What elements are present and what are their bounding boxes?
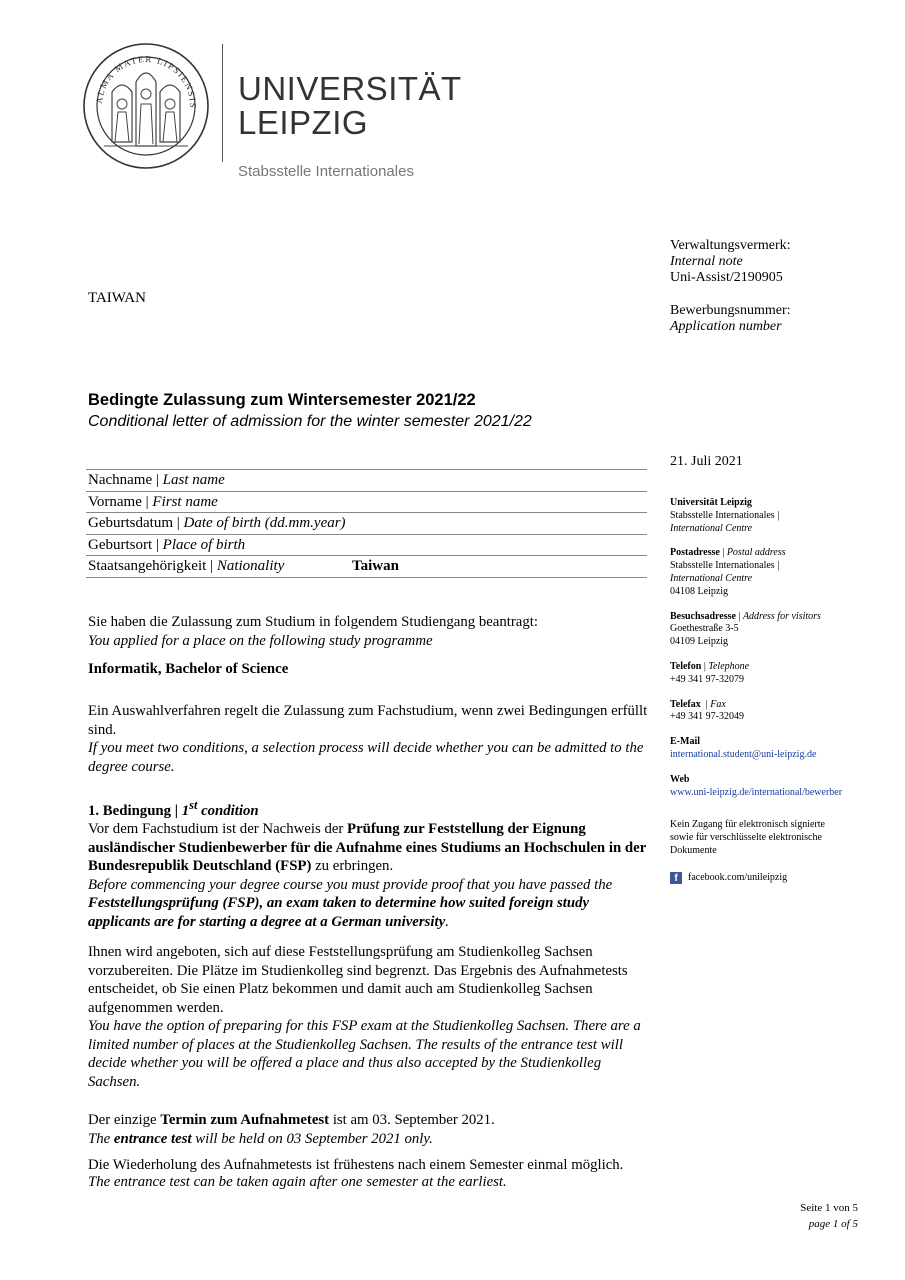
repeat-paragraph: Die Wiederholung des Aufnahmetests ist frühestens nach einem Semester einmal möglich. The entrance test can be taken again after one semester at the earliest. (88, 1157, 624, 1190)
university-wordmark (238, 72, 462, 140)
university-name-line1: UNIVERSITÄT (238, 70, 462, 107)
row-date-of-birth: Geburtsdatum | Date of birth (dd.mm.year) (88, 515, 346, 531)
letter-title-en: Conditional letter of admission for the winter semester 2021/22 (88, 413, 532, 430)
department-name: Stabsstelle Internationales (238, 163, 414, 180)
table-rule (86, 512, 647, 513)
row-last-name: Nachname | Last name (88, 472, 225, 488)
sidebar-organisation: Universität Leipzig Stabsstelle Internationales | International Centre (670, 497, 780, 534)
condition-1-heading: 1. Bedingung | 1st condition (88, 798, 259, 819)
sidebar-email: E-Mail international.student@uni-leipzig.de (670, 736, 880, 762)
recipient-country: TAIWAN (88, 290, 146, 306)
table-rule (86, 555, 647, 556)
facebook-row[interactable] (670, 872, 880, 885)
letter-title: Bedingte Zulassung zum Wintersemester 2021/22 (88, 391, 476, 409)
programme-name: Informatik, Bachelor of Science (88, 661, 289, 677)
condition-1-de: Vor dem Fachstudium ist der Nachweis der Prüfung zur Feststellung der Eignung ausländischer Studienbewerber für die Aufnahme eines Studiums an Hochschulen in der Bundesrepublik Deutschland (FSP) zu erbringen. (88, 821, 646, 875)
sidebar-notice: Kein Zugang für elektronisch signierte sowie für verschlüsselte elektronische Dokumente (670, 819, 825, 856)
sidebar-fax: Telefax | Fax +49 341 97-32049 (670, 698, 744, 723)
page-number: Seite 1 von 5 page 1 of 5 (800, 1202, 858, 1230)
condition-1-en: Before commencing your degree course you must provide proof that you have passed the Feststellungsprüfung (FSP), an exam taken to determine how suited foreign study applicants are for starting a degree at a German university. (88, 876, 613, 930)
header-divider (222, 44, 223, 162)
table-rule (86, 491, 647, 492)
sidebar-postal-address: Postadresse | Postal address Stabsstelle Internationales | International Centre 04108 Leipzig (670, 547, 786, 597)
email-link[interactable]: international.student@uni-leipzig.de (670, 748, 817, 760)
row-place-of-birth: Geburtsort | Place of birth (88, 537, 246, 553)
row-first-name: Vorname | First name (88, 494, 218, 510)
internal-note-label: Verwaltungsvermerk: (670, 238, 791, 253)
svg-text:ALMA MATER LIPSIENSIS: ALMA MATER LIPSIENSIS (93, 53, 199, 110)
university-seal-logo (82, 42, 210, 170)
application-number-label: Bewerbungsnummer: (670, 303, 791, 318)
contact-sidebar (670, 497, 880, 885)
internal-note-value: Uni-Assist/2190905 (670, 270, 783, 285)
table-rule (86, 469, 647, 470)
sidebar-telephone: Telefon | Telephone +49 341 97-32079 (670, 660, 750, 685)
nationality-value: Taiwan (352, 558, 399, 574)
facebook-link[interactable]: facebook.com/unileipzig (688, 871, 788, 883)
test-date-paragraph: Der einzige Termin zum Aufnahmetest ist am 03. September 2021. The entrance test will be held on 03 September 2021 only. (88, 1112, 495, 1147)
row-nationality: Staatsangehörigkeit | Nationality (88, 558, 285, 574)
selection-paragraph: Ein Auswahlverfahren regelt die Zulassung zum Fachstudium, wenn zwei Bedingungen erfüllt sind. If you meet two conditions, a selection process will decide whether you can be admitted to the degree course. (88, 703, 648, 775)
sidebar-web: Web www.uni-leipzig.de/international/bewerber (670, 774, 880, 800)
facebook-icon: f (670, 872, 682, 884)
condition-1-section (88, 796, 648, 931)
university-name-line2: LEIPZIG (238, 104, 369, 141)
internal-note-label-en: Internal note (670, 254, 743, 269)
application-number-block (670, 303, 791, 335)
letter-date: 21. Juli 2021 (670, 454, 743, 469)
internal-note-block (670, 238, 791, 286)
studienkolleg-paragraph: Ihnen wird angeboten, sich auf diese Feststellungsprüfung am Studienkolleg Sachsen vorzubereiten. Die Plätze im Studienkolleg sind begrenzt. Das Ergebnis des Aufnahmetests entscheidet, ob Sie einen Platz bekommen und damit auch am Studienkolleg Sachsen aufgenommen werden. You have the option of preparing for this FSP exam at the Studienkolleg Sachsen. There are a limited number of places at the Studienkolleg Sachsen. The results of the entrance test will decide whether you will be offered a place and thus also accepted by the Studienkolleg Sachsen. (88, 944, 641, 1090)
sidebar-visitor-address: Besuchsadresse | Address for visitors Goethestraße 3-5 04109 Leipzig (670, 610, 821, 648)
table-rule (86, 534, 647, 535)
web-link[interactable]: www.uni-leipzig.de/international/bewerber (670, 786, 843, 798)
applied-paragraph: Sie haben die Zulassung zum Studium in folgendem Studiengang beantragt: You applied for a place on the following study programme (88, 614, 538, 649)
table-rule (86, 577, 647, 578)
application-number-label-en: Application number (670, 319, 782, 334)
